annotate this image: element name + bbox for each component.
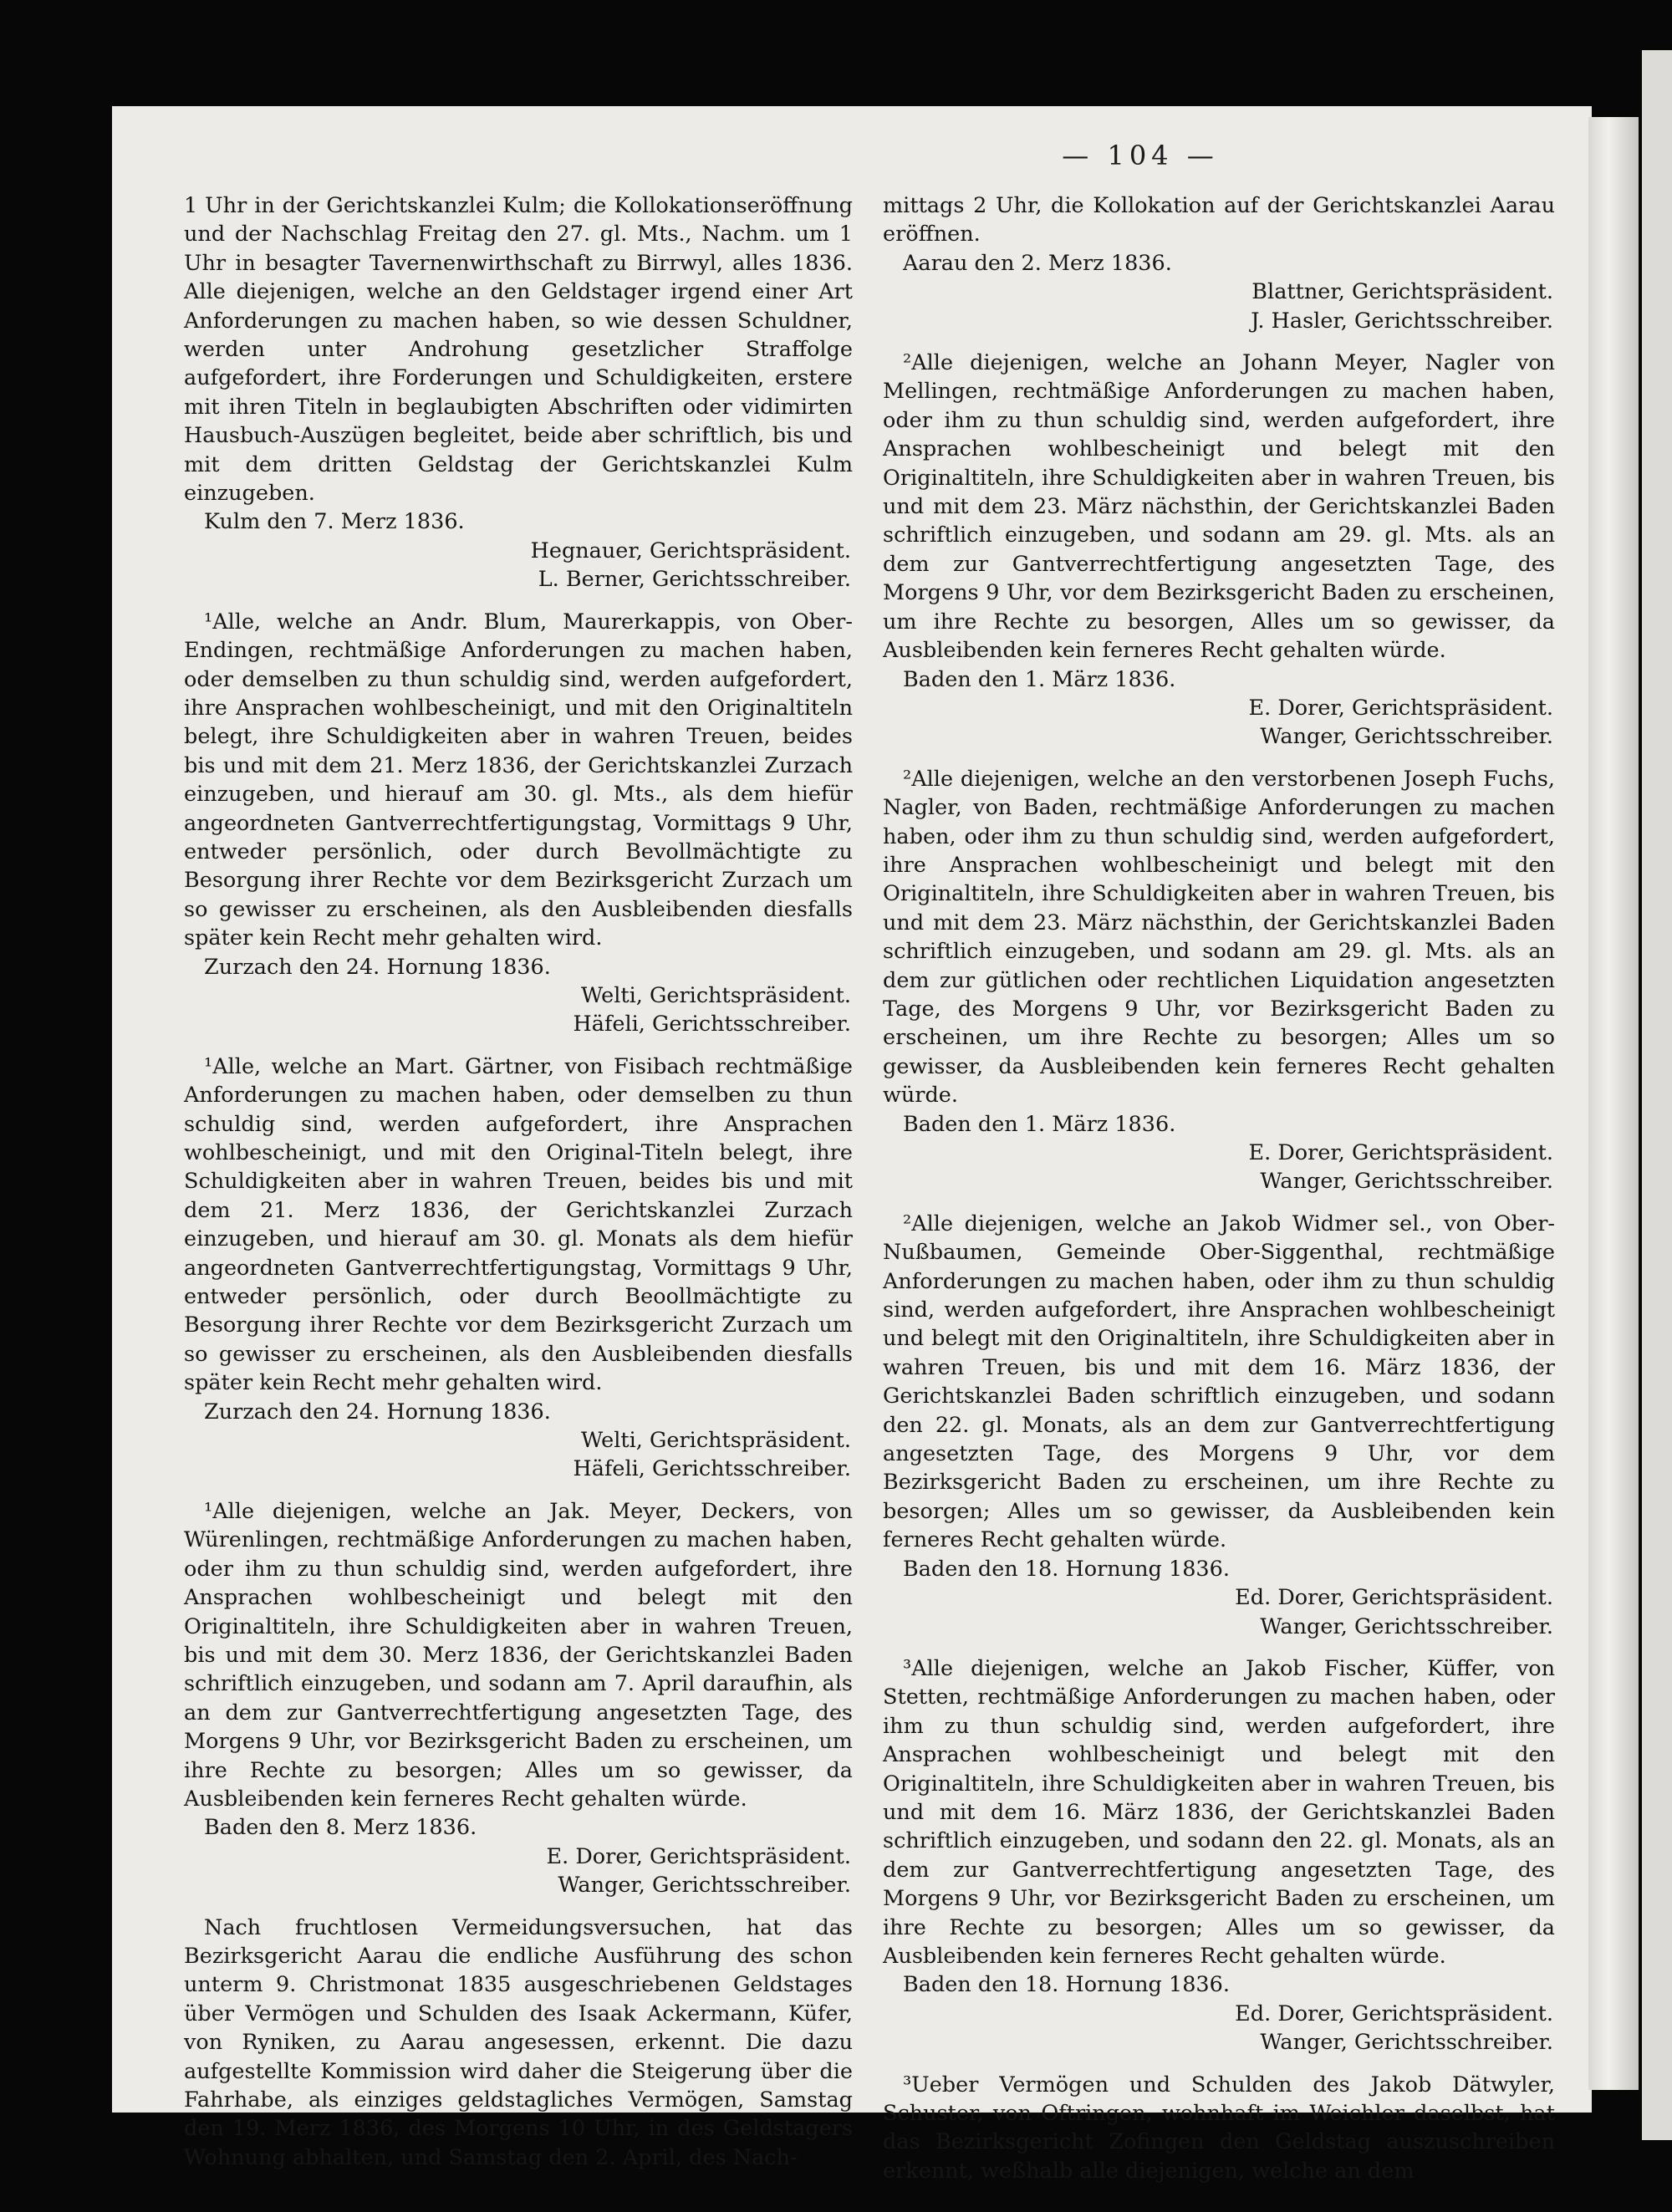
notice-fuchs [883, 765, 1555, 1196]
signature-president: E. Dorer, Gerichtspräsident. [546, 1843, 851, 1869]
notice-text: ¹Alle, welche an Andr. Blum, Maurerkappis, von Ober-Endingen, rechtmäßige Anforderungen zu machen haben, oder demselben zu thun schuldig sind, werden aufgefordert, ihre Ansprachen wohlbescheinigt, und mit den Originaltiteln belegt, ihre Schuldigkeiten aber in wahren Treuen, beides bis und mit dem 21. Merz 1836, der Gerichtskanzlei Zurzach einzugeben, und hierauf am 30. gl. Mts., als dem hiefür angeordneten Gantverrechtfertigungstag, Vormittags 9 Uhr, entweder persönlich, oder durch Bevollmächtigte zu Besorgung ihrer Rechte vor dem Bezirksgericht Zurzach um so gewisser zu erscheinen, als den Ausbleibenden diesfalls später kein Recht mehr gehalten wird. [184, 609, 853, 951]
notice-widmer [883, 1210, 1555, 1641]
place-date: Baden den 18. Hornung 1836. [903, 1556, 1230, 1582]
notice-ackermann-cont [883, 191, 1555, 335]
signature-president: Ed. Dorer, Gerichtspräsident. [1235, 2000, 1553, 2026]
signature-clerk: Wanger, Gerichtsschreiber. [1260, 1613, 1553, 1639]
left-column [184, 191, 853, 2172]
notice-text: ³Ueber Vermögen und Schulden des Jakob Dätwyler, Schuster, von Oftringen, wohnhaft im Weichler daselbst, hat das Bezirksgericht Zofingen den Geldstag auszuschreiben erkennt, weßhalb alle diejenigen, welche an dem [883, 2072, 1555, 2184]
place-date: Baden den 1. März 1836. [903, 666, 1176, 692]
notice-text: ²Alle diejenigen, welche an den verstorbenen Joseph Fuchs, Nagler, von Baden, rechtmäßige Anforderungen zu machen haben, oder ihm zu thun schuldig sind, werden aufgefordert, ihre Ansprachen wohlbescheinigt und belegt mit den Originaltiteln, ihre Schuldigkeiten aber in wahren Treuen, bis und mit dem 23. März nächsthin, der Gerichtskanzlei Baden schriftlich einzugeben, und sodann am 29. gl. Mts. als an dem zur gütlichen oder rechtlichen Liquidation angesetzten Tage, des Morgens 9 Uhr, vor Bezirksgericht Baden zu erscheinen, um ihre Rechte zu besorgen; Alles um so gewisser, da Ausbleibenden kein ferneres Recht gehalten würde. [883, 766, 1555, 1109]
notice-meyer-deckers [184, 1497, 853, 1900]
signature-president: E. Dorer, Gerichtspräsident. [1248, 695, 1553, 721]
place-date: Zurzach den 24. Hornung 1836. [204, 1399, 551, 1425]
notice-ackermann [184, 1914, 853, 2173]
notice-meyer-nagler [883, 349, 1555, 752]
place-date: Aarau den 2. Merz 1836. [903, 250, 1172, 276]
place-date: Baden den 1. März 1836. [903, 1111, 1176, 1137]
signature-clerk: J. Hasler, Gerichtsschreiber. [1251, 308, 1553, 334]
place-date: Baden den 8. Merz 1836. [204, 1815, 477, 1841]
signature-clerk: Wanger, Gerichtsschreiber. [558, 1873, 851, 1899]
place-date: Zurzach den 24. Hornung 1836. [204, 954, 551, 980]
notice-text: ¹Alle, welche an Mart. Gärtner, von Fisibach rechtmäßige Anforderungen zu machen haben, oder demselben zu thun schuldig sind, werden aufgefordert, ihre Ansprachen wohlbescheinigt, und mit den Original-Titeln belegt, ihre Schuldigkeiten aber in wahren Treuen, beides bis und mit dem 21. Merz 1836, der Gerichtskanzlei Zurzach einzugeben, und hierauf am 30. gl. Monats als dem hiefür angeordneten Gantverrechtfertigungstag, Vormittags 9 Uhr, entweder persönlich, oder durch Beoollmächtigte zu Besorgung ihrer Rechte vor dem Bezirksgericht Zurzach um so gewisser zu erscheinen, als den Ausbleibenden diesfalls später kein Recht mehr gehalten wird. [184, 1053, 853, 1396]
notice-kulm [184, 191, 853, 594]
notice-text: mittags 2 Uhr, die Kollokation auf der Gerichtskanzlei Aarau eröffnen. [883, 193, 1555, 247]
place-date: Baden den 18. Hornung 1836. [903, 1972, 1230, 1998]
signature-president: Blattner, Gerichtspräsident. [1251, 279, 1553, 305]
right-column [883, 191, 1555, 2185]
notice-fischer [883, 1654, 1555, 2057]
notice-gaertner [184, 1052, 853, 1484]
notice-text: ²Alle diejenigen, welche an Jakob Widmer sel., von Ober-Nußbaumen, Gemeinde Ober-Siggenthal, rechtmäßige Anforderungen zu machen haben, oder ihm zu thun schuldig sind, werden aufgefordert, ihre Ansprachen wohlbescheinigt und belegt mit den Originaltiteln, ihre Schuldigkeiten aber in wahren Treuen, bis und mit dem 16. März 1836, der Gerichtskanzlei Baden schriftlich einzugeben, und sodann den 22. gl. Monats, als an dem zur Gantverrechtfertigung angesetzten Tage, des Morgens 9 Uhr, vor dem Bezirksgericht Baden zu erscheinen, um ihre Rechte zu besorgen; Alles um so gewisser, da Ausbleibenden kein ferneres Recht gehalten würde. [883, 1210, 1555, 1553]
signature-clerk: Wanger, Gerichtsschreiber. [1260, 1169, 1553, 1195]
signature-president: Welti, Gerichtspräsident. [581, 982, 851, 1008]
page-edge-shadow [1588, 117, 1639, 2090]
notice-daetwyler [883, 2071, 1555, 2186]
notice-text: 1 Uhr in der Gerichtskanzlei Kulm; die Kollokationseröffnung und der Nachschlag Freitag den 27. gl. Mts., Nachm. um 1 Uhr in besagter Tavernenwirthschaft zu Birrwyl, alles 1836. Alle diejenigen, welche an den Geldstager irgend einer Art Anforderungen zu machen haben, so wie dessen Schuldner, werden unter Androhung gesetzlicher Straffolge aufgefordert, ihre Forderungen und Schuldigkeiten, erstere mit ihren Titeln in beglaubigten Abschriften oder vidimirten Hausbuch-Auszügen begleitet, beide aber schriftlich, bis und mit dem dritten Geldstag der Gerichtskanzlei Kulm einzugeben. [184, 193, 853, 507]
signature-president: E. Dorer, Gerichtspräsident. [1248, 1140, 1553, 1165]
newspaper-page [112, 106, 1592, 2184]
signature-president: Ed. Dorer, Gerichtspräsident. [1235, 1585, 1553, 1611]
signature-president: Hegnauer, Gerichtspräsident. [530, 538, 851, 563]
notice-text: ³Alle diejenigen, welche an Jakob Fischer, Küffer, von Stetten, rechtmäßige Anforderungen zu machen haben, oder ihm zu thun schuldig sind, werden aufgefordert, ihre Ansprachen wohlbescheinigt und belegt mit den Originaltiteln, ihre Schuldigkeiten aber in wahren Treuen, bis und mit dem 16. März 1836, der Gerichtskanzlei Baden schriftlich einzugeben, und sodann den 22. gl. Monats, als an dem zur Gantverrechtfertigung angesetzten Tage, des Morgens 9 Uhr, vor Bezirksgericht Baden zu erscheinen, um ihre Rechte zu besorgen; Alles um so gewisser, da Ausbleibenden kein ferneres Recht gehalten würde. [883, 1655, 1555, 1969]
signature-clerk: Häfeli, Gerichtsschreiber. [573, 1456, 851, 1482]
notice-text: ²Alle diejenigen, welche an Johann Meyer, Nagler von Mellingen, rechtmäßige Anforderungen zu machen haben, oder ihm zu thun schuldig sind, werden aufgefordert, ihre Ansprachen wohlbescheinigt und belegt mit den Originaltiteln, ihre Schuldigkeiten aber in wahren Treuen, bis und mit dem 23. März nächsthin, der Gerichtskanzlei Baden schriftlich einzugeben, und sodann am 29. gl. Mts. als an dem zur Gantverrechtfertigung angesetzten Tage, des Morgens 9 Uhr, vor dem Bezirksgericht Baden zu erscheinen, um ihre Rechte zu besorgen, Alles um so gewisser, da Ausbleibenden kein ferneres Recht gehalten würde. [883, 350, 1555, 664]
signature-clerk: Häfeli, Gerichtsschreiber. [573, 1012, 851, 1037]
adjacent-page-edge [1642, 50, 1672, 2140]
signature-clerk: Wanger, Gerichtsschreiber. [1260, 2030, 1553, 2056]
place-date: Kulm den 7. Merz 1836. [204, 509, 465, 535]
notice-blum [184, 608, 853, 1039]
signature-president: Welti, Gerichtspräsident. [581, 1428, 851, 1454]
page-number: — 104 — [1062, 140, 1219, 171]
notice-text: Nach fruchtlosen Vermeidungsversuchen, hat das Bezirksgericht Aarau die endliche Ausführung des schon unterm 9. Christmonat 1835 ausgeschriebenen Geldstages über Vermögen und Schulden des Isaak Ackermann, Küfer, von Ryniken, zu Aarau angesessen, erkennt. Die dazu aufgestellte Kommission wird daher die Steigerung über die Fahrhabe, als einziges geldstagliches Vermögen, Samstag den 19. Merz 1836, des Morgens 10 Uhr, in des Geldstagers Wohnung abhalten, und Samstag den 2. April, des Nach- [184, 1914, 853, 2170]
signature-clerk: Wanger, Gerichtsschreiber. [1260, 724, 1553, 750]
signature-clerk: L. Berner, Gerichtsschreiber. [538, 567, 851, 593]
notice-text: ¹Alle diejenigen, welche an Jak. Meyer, Deckers, von Würenlingen, rechtmäßige Anforderungen zu machen haben, oder ihm zu thun schuldig sind, werden aufgefordert, ihre Ansprachen wohlbescheinigt und belegt mit den Originaltiteln, ihre Schuldigkeiten aber in wahren Treuen, bis und mit dem 30. Merz 1836, der Gerichtskanzlei Baden schriftlich einzugeben, und sodann am 7. April daraufhin, als an dem zur Gantverrechtfertigung angesetzten Tage, des Morgens 9 Uhr, vor Bezirksgericht Baden zu erscheinen, um ihre Rechte zu besorgen; Alles um so gewisser, da Ausbleibenden kein ferneres Recht gehalten würde. [184, 1498, 853, 1812]
